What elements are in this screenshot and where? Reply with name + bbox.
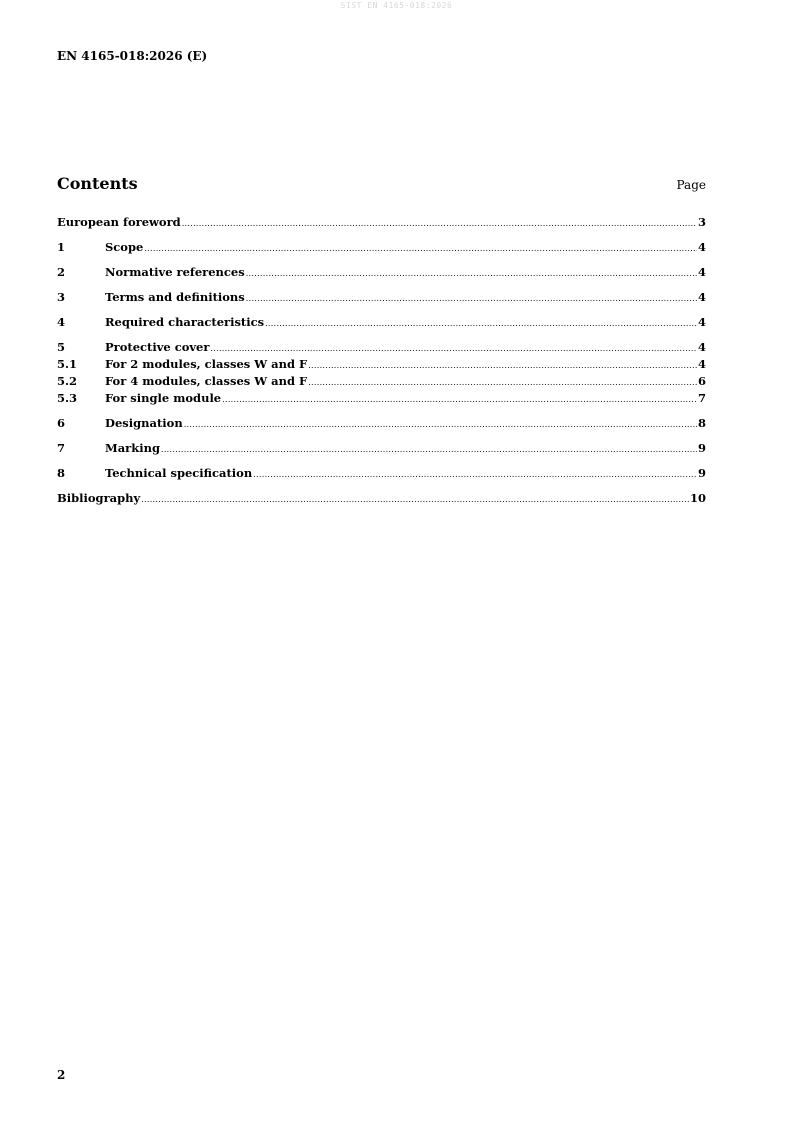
toc-dot-leader bbox=[246, 265, 697, 282]
toc-entry-title: Designation bbox=[105, 416, 183, 430]
toc-entry-page: 4 bbox=[697, 290, 706, 304]
toc-entry-page: 4 bbox=[697, 357, 706, 371]
toc-dot-leader bbox=[308, 357, 697, 374]
toc-entry-number: 5.3 bbox=[57, 391, 78, 405]
toc-entry-page: 7 bbox=[697, 391, 706, 405]
toc-dot-leader bbox=[161, 441, 697, 458]
toc-dot-leader bbox=[210, 340, 697, 357]
toc-entry-page: 9 bbox=[697, 466, 706, 480]
toc-entry-required-characteristics[interactable] bbox=[57, 314, 706, 331]
toc-entry-title: Marking bbox=[105, 441, 160, 455]
page-column-label: Page bbox=[676, 178, 706, 192]
toc-entry-designation[interactable] bbox=[57, 415, 706, 432]
contents-heading: Contents bbox=[57, 174, 138, 193]
toc-entry-european-foreword[interactable] bbox=[57, 214, 706, 231]
toc-entry-title: Normative references bbox=[105, 265, 245, 279]
toc-entry-terms-and-definitions[interactable] bbox=[57, 289, 706, 306]
toc-dot-leader bbox=[182, 215, 697, 232]
toc-entry-title: For 4 modules, classes W and F bbox=[105, 374, 308, 388]
toc-entry-normative-references[interactable] bbox=[57, 264, 706, 281]
toc-entry-number: 5 bbox=[57, 340, 66, 354]
toc-dot-leader bbox=[141, 491, 689, 508]
watermark: SIST EN 4165-018:2026 bbox=[340, 1, 453, 10]
toc-entry-title: For 2 modules, classes W and F bbox=[105, 357, 308, 371]
toc-entry-technical-specification[interactable] bbox=[57, 465, 706, 482]
toc-entry-5-2[interactable] bbox=[57, 373, 706, 390]
toc-entry-protective-cover[interactable] bbox=[57, 339, 706, 356]
page-number: 2 bbox=[57, 1068, 66, 1082]
toc-entry-page: 4 bbox=[697, 240, 706, 254]
table-of-contents bbox=[57, 214, 706, 507]
toc-entry-number: 5.1 bbox=[57, 357, 78, 371]
toc-entry-title: Protective cover bbox=[105, 340, 210, 354]
toc-dot-leader bbox=[222, 391, 697, 408]
toc-entry-number: 6 bbox=[57, 416, 66, 430]
toc-entry-number: 1 bbox=[57, 240, 66, 254]
toc-entry-page: 4 bbox=[697, 315, 706, 329]
toc-entry-5-3[interactable] bbox=[57, 390, 706, 407]
toc-entry-number: 7 bbox=[57, 441, 66, 455]
toc-dot-leader bbox=[184, 416, 697, 433]
toc-entry-page: 4 bbox=[697, 340, 706, 354]
toc-entry-number: 8 bbox=[57, 466, 66, 480]
toc-entry-title: Technical specification bbox=[105, 466, 253, 480]
toc-entry-number: 2 bbox=[57, 265, 66, 279]
toc-dot-leader bbox=[253, 466, 697, 483]
toc-entry-page: 3 bbox=[697, 215, 706, 229]
toc-entry-title: Terms and definitions bbox=[105, 290, 245, 304]
toc-entry-number: 4 bbox=[57, 315, 66, 329]
toc-entry-page: 8 bbox=[697, 416, 706, 430]
toc-entry-scope[interactable] bbox=[57, 239, 706, 256]
document-id-header: EN 4165-018:2026 (E) bbox=[57, 49, 208, 63]
toc-entry-page: 10 bbox=[689, 491, 706, 505]
toc-entry-number: 3 bbox=[57, 290, 66, 304]
toc-entry-title: European foreword bbox=[57, 215, 181, 229]
toc-dot-leader bbox=[265, 315, 697, 332]
toc-entry-title: Bibliography bbox=[57, 491, 141, 505]
toc-entry-page: 6 bbox=[697, 374, 706, 388]
toc-entry-page: 9 bbox=[697, 441, 706, 455]
toc-entry-title: Required characteristics bbox=[105, 315, 265, 329]
toc-entry-marking[interactable] bbox=[57, 440, 706, 457]
toc-entry-title: Scope bbox=[105, 240, 144, 254]
toc-entry-title: For single module bbox=[105, 391, 222, 405]
toc-dot-leader bbox=[144, 240, 697, 257]
toc-entry-bibliography[interactable] bbox=[57, 490, 706, 507]
toc-dot-leader bbox=[246, 290, 697, 307]
toc-dot-leader bbox=[308, 374, 697, 391]
toc-entry-page: 4 bbox=[697, 265, 706, 279]
toc-entry-5-1[interactable] bbox=[57, 356, 706, 373]
toc-entry-number: 5.2 bbox=[57, 374, 78, 388]
